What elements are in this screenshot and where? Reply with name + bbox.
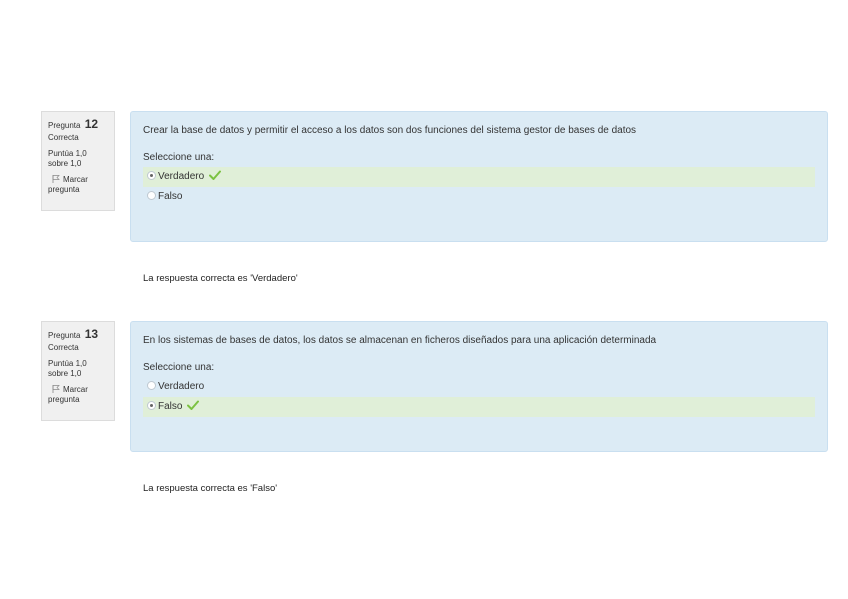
flag-label-2: pregunta <box>48 185 80 194</box>
question-number: 13 <box>84 327 99 341</box>
radio-button[interactable] <box>147 381 156 390</box>
question-number-line <box>48 328 108 342</box>
grade-score: Puntúa 1,0 <box>48 149 87 158</box>
answer-option-verdadero[interactable] <box>143 167 815 187</box>
question-grade <box>48 359 108 379</box>
option-label: Falso <box>158 191 183 202</box>
flag-question-button[interactable] <box>48 385 108 405</box>
check-icon <box>187 400 199 410</box>
flag-label: Marcar <box>63 385 88 394</box>
right-answer-feedback: La respuesta correcta es 'Verdadero' <box>143 273 298 284</box>
flag-question-button[interactable] <box>48 175 108 195</box>
question-text: Crear la base de datos y permitir el acceso a los datos son dos funciones del sistema gestor de bases de datos <box>143 125 637 136</box>
option-label: Falso <box>158 401 183 412</box>
radio-button[interactable] <box>147 191 156 200</box>
flag-label-2: pregunta <box>48 395 80 404</box>
check-icon <box>209 170 221 180</box>
question-label: Pregunta <box>48 331 81 340</box>
question-grade <box>48 149 108 169</box>
option-label: Verdadero <box>158 171 205 182</box>
answer-option-falso[interactable] <box>143 187 815 207</box>
question-content <box>130 321 828 452</box>
answer-prompt: Seleccione una: <box>143 362 215 373</box>
question-state: Correcta <box>48 343 79 352</box>
answer-option-verdadero[interactable] <box>143 377 815 397</box>
answer-prompt: Seleccione una: <box>143 152 215 163</box>
question-number-line <box>48 118 108 132</box>
answer-options <box>143 377 815 417</box>
radio-button[interactable] <box>147 401 156 410</box>
question-info <box>41 321 115 421</box>
question-label: Pregunta <box>48 121 81 130</box>
question-content <box>130 111 828 242</box>
grade-score: Puntúa 1,0 <box>48 359 87 368</box>
grade-max: sobre 1,0 <box>48 159 82 168</box>
radio-button[interactable] <box>147 171 156 180</box>
question-text: En los sistemas de bases de datos, los datos se almacenan en ficheros diseñados para una aplicación determinada <box>143 335 657 346</box>
answer-options <box>143 167 815 207</box>
flag-icon <box>52 385 60 393</box>
option-label: Verdadero <box>158 381 205 392</box>
flag-label: Marcar <box>63 175 88 184</box>
question-number: 12 <box>84 117 99 131</box>
grade-max: sobre 1,0 <box>48 369 82 378</box>
answer-option-falso[interactable] <box>143 397 815 417</box>
question-info <box>41 111 115 211</box>
question-state: Correcta <box>48 133 79 142</box>
right-answer-feedback: La respuesta correcta es 'Falso' <box>143 483 278 494</box>
flag-icon <box>52 175 60 183</box>
